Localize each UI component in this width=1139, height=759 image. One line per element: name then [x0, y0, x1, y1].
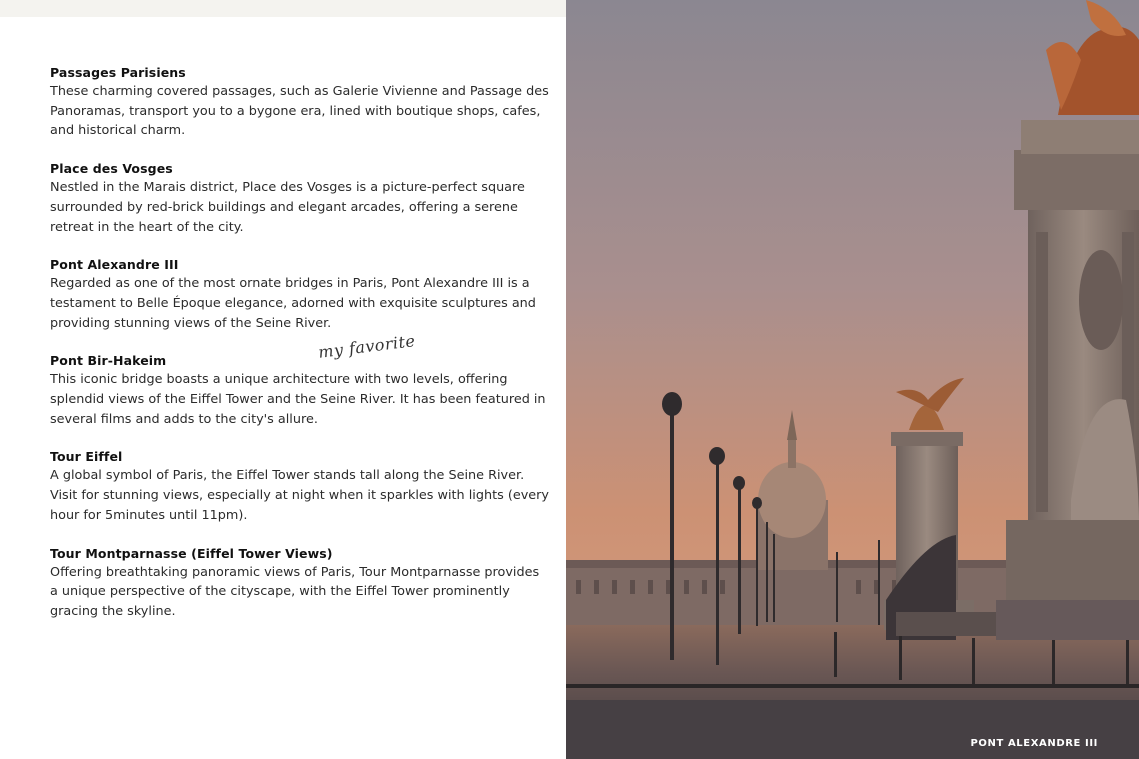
section-body: These charming covered passages, such as Galerie Vivienne and Passage des Panoramas, transport you to a bygone era, lined with boutique shops, cafes, and historical charm. — [50, 84, 549, 139]
top-strip — [0, 0, 566, 17]
photo-illustration — [566, 0, 1139, 759]
photo-caption: PONT ALEXANDRE III — [970, 738, 1098, 749]
section-body: A global symbol of Paris, the Eiffel Tower stands tall along the Seine River. Visit for stunning views, especially at night when it sparkles with lights (every hour for 5minutes until 11pm). — [50, 468, 549, 523]
section-body: Regarded as one of the most ornate bridges in Paris, Pont Alexandre III is a testament to Belle Époque elegance, adorned with exquisite sculptures and providing stunning views of the Seine River. — [50, 276, 536, 331]
attractions-list — [50, 64, 550, 641]
section-title: Tour Montparnasse (Eiffel Tower Views) — [50, 545, 333, 561]
section-title: Pont Alexandre III — [50, 257, 179, 273]
section-pont-bir-hakeim — [50, 352, 550, 429]
text-page — [0, 17, 566, 759]
section-tour-montparnasse — [50, 545, 550, 622]
section-body: Offering breathtaking panoramic views of Paris, Tour Montparnasse provides a unique perspective of the cityscape, with the Eiffel Tower prominently gracing the skyline. — [50, 564, 540, 619]
section-body: This iconic bridge boasts a unique architecture with two levels, offering splendid views of the Eiffel Tower and the Seine River. It has been featured in several films and adds to the city's allure. — [50, 372, 546, 427]
section-title: Tour Eiffel — [50, 449, 123, 465]
section-tour-eiffel — [50, 448, 550, 525]
section-passages-parisiens — [50, 64, 550, 141]
handwritten-annotation: my favorite — [317, 331, 417, 362]
section-body: Nestled in the Marais district, Place des Vosges is a picture-perfect square surrounded by red-brick buildings and elegant arcades, offering a serene retreat in the heart of the city. — [50, 180, 525, 235]
section-title: Pont Bir-Hakeim — [50, 353, 167, 369]
section-pont-alexandre-iii — [50, 256, 550, 333]
section-title: Passages Parisiens — [50, 65, 186, 80]
pont-alexandre-photo — [566, 0, 1139, 759]
section-title: Place des Vosges — [50, 161, 173, 177]
section-place-des-vosges — [50, 160, 550, 237]
